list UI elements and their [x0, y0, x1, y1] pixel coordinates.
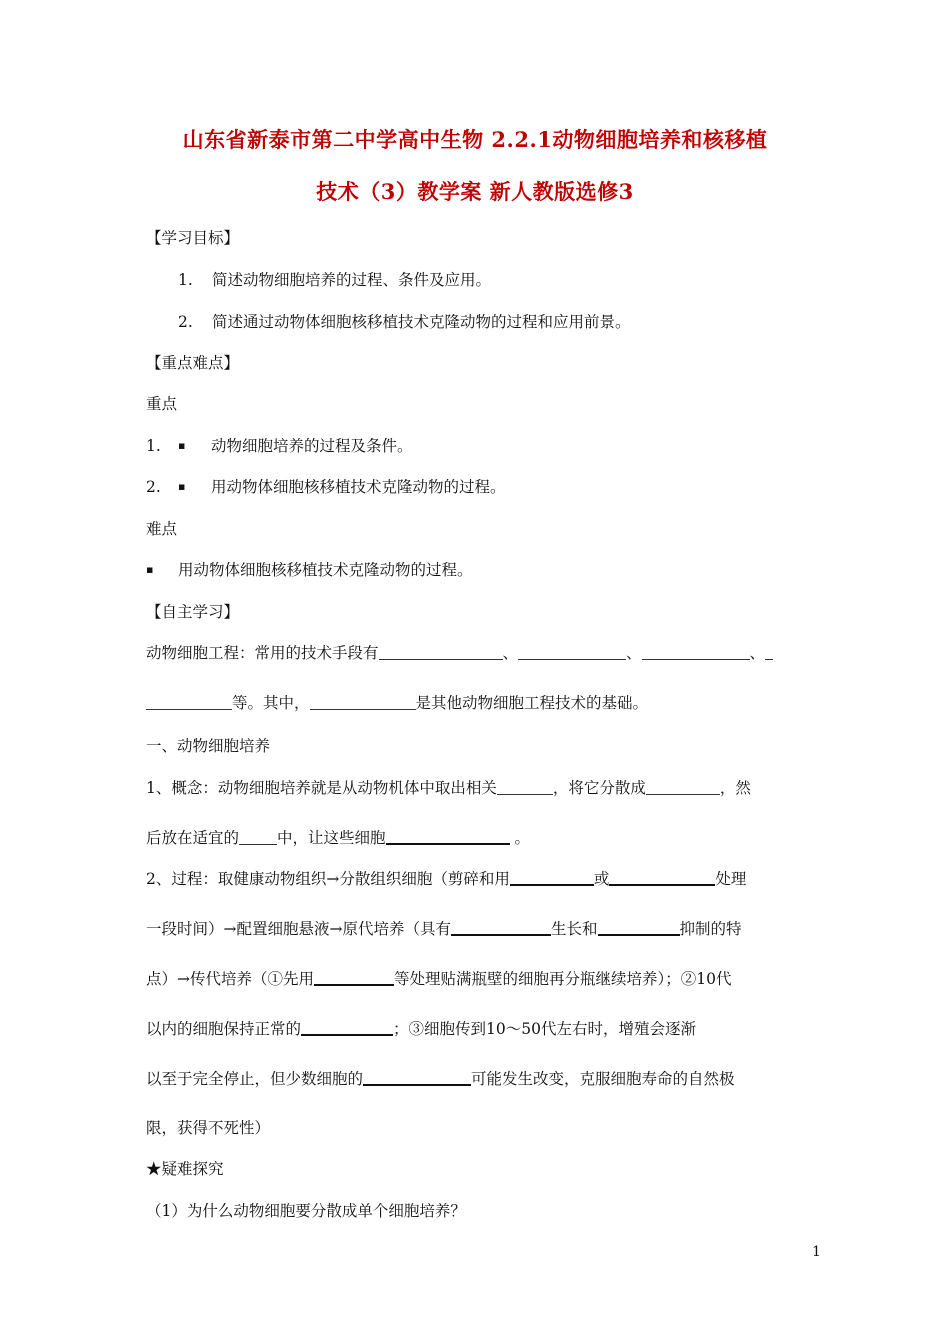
self-study-heading: 【自主学习】	[146, 603, 240, 621]
key-item	[146, 434, 413, 456]
process-line2	[146, 917, 742, 939]
process-text: 等处理贴满瓶壁的细胞再分瓶继续培养）；②10代	[394, 970, 732, 988]
concept-line1	[146, 776, 751, 798]
process-text: 以至于完全停止，但少数细胞的	[146, 1070, 364, 1088]
page-number: 1	[812, 1244, 821, 1260]
fill-blank[interactable]	[642, 644, 750, 660]
objectives-heading: 【学习目标】	[146, 229, 240, 247]
concept-text: ，将它分散成	[552, 779, 646, 797]
separator: 、	[749, 644, 766, 662]
fill-blank[interactable]	[609, 869, 715, 886]
fill-blank[interactable]	[314, 969, 394, 986]
fill-blank[interactable]	[363, 1069, 471, 1086]
key-item-text: 动物细胞培养的过程及条件。	[211, 437, 413, 455]
concept-line2	[146, 826, 530, 848]
objective-text: 简述动物细胞培养的过程、条件及应用。	[212, 271, 492, 289]
process-text: 以内的细胞保持正常的	[146, 1020, 302, 1038]
key-label: 重点	[146, 395, 178, 413]
question-item: （1）为什么动物细胞要分散成单个细胞培养？	[146, 1202, 466, 1220]
concept-text: 后放在适宜的	[146, 829, 240, 847]
self-study-intro-line1	[146, 641, 773, 663]
objective-number: 2.	[178, 313, 193, 331]
process-text: 抑制的特	[679, 920, 742, 938]
fill-blank[interactable]	[451, 919, 551, 936]
process-text: 2、过程：取健康动物组织→分散组织细胞（剪碎和用	[146, 870, 510, 888]
fill-blank[interactable]	[310, 694, 416, 710]
process-text: 或	[593, 870, 610, 888]
process-text: 生长和	[550, 920, 598, 938]
intro-text: 等。其中，	[232, 694, 310, 712]
fill-blank[interactable]	[497, 779, 553, 795]
process-text: 可能发生改变，克服细胞寿命的自然极	[471, 1070, 735, 1088]
bullet-icon: ▪	[178, 480, 186, 493]
intro-text: 是其他动物细胞工程技术的基础。	[415, 694, 649, 712]
key-item-number: 1.	[146, 437, 161, 455]
fill-blank[interactable]	[510, 869, 594, 886]
fill-blank[interactable]	[386, 828, 510, 845]
section-heading: 一、动物细胞培养	[146, 737, 271, 755]
fill-blank[interactable]	[379, 644, 503, 660]
objective-item	[178, 310, 631, 332]
self-study-intro-line2	[146, 691, 648, 713]
key-item-text: 用动物体细胞核移植技术克隆动物的过程。	[211, 478, 506, 496]
concept-text: 中，让这些细胞	[277, 829, 386, 847]
fill-blank[interactable]	[239, 829, 277, 845]
fill-blank[interactable]	[301, 1019, 393, 1036]
process-text: 一段时间）→配置细胞悬液→原代培养（具有	[146, 920, 451, 938]
process-text: 点）→传代培养（①先用	[146, 970, 314, 988]
fill-blank[interactable]	[646, 779, 720, 795]
process-line5	[146, 1067, 735, 1089]
process-text: 处理	[715, 870, 747, 888]
fill-blank[interactable]	[146, 694, 232, 710]
separator: 、	[626, 644, 642, 662]
process-text: ；③细胞传到10～50代左右时，增殖会逐渐	[393, 1020, 696, 1038]
key-item	[146, 475, 506, 497]
document-title-line1: 山东省新泰市第二中学高中生物 2.2.1动物细胞培养和核移植	[182, 127, 768, 152]
difficult-item	[146, 558, 473, 580]
objective-item	[178, 268, 491, 290]
intro-text: 动物细胞工程：常用的技术手段有	[146, 644, 379, 662]
concept-text: 。	[509, 829, 530, 847]
fill-blank[interactable]	[598, 919, 680, 936]
difficult-item-text: 用动物体细胞核移植技术克隆动物的过程。	[178, 561, 473, 579]
process-line1	[146, 867, 746, 889]
separator: 、	[502, 644, 519, 662]
process-line4	[146, 1017, 696, 1039]
bullet-icon: ▪	[146, 563, 154, 576]
fill-blank[interactable]	[765, 644, 773, 660]
bullet-icon: ▪	[178, 439, 186, 452]
fill-blank[interactable]	[518, 644, 626, 660]
key-points-heading: 【重点难点】	[146, 354, 240, 372]
explore-heading: ★疑难探究	[146, 1160, 224, 1178]
difficult-label: 难点	[146, 520, 178, 538]
process-line3	[146, 967, 731, 989]
document-title-line2: 技术（3）教学案 新人教版选修3	[316, 179, 634, 204]
concept-text: ，然	[719, 779, 751, 797]
process-line6: 限，获得不死性）	[146, 1119, 271, 1137]
objective-text: 简述通过动物体细胞核移植技术克隆动物的过程和应用前景。	[212, 313, 631, 331]
concept-text: 1、概念：动物细胞培养就是从动物机体中取出相关	[146, 779, 497, 797]
objective-number: 1.	[178, 271, 193, 289]
key-item-number: 2.	[146, 478, 161, 496]
